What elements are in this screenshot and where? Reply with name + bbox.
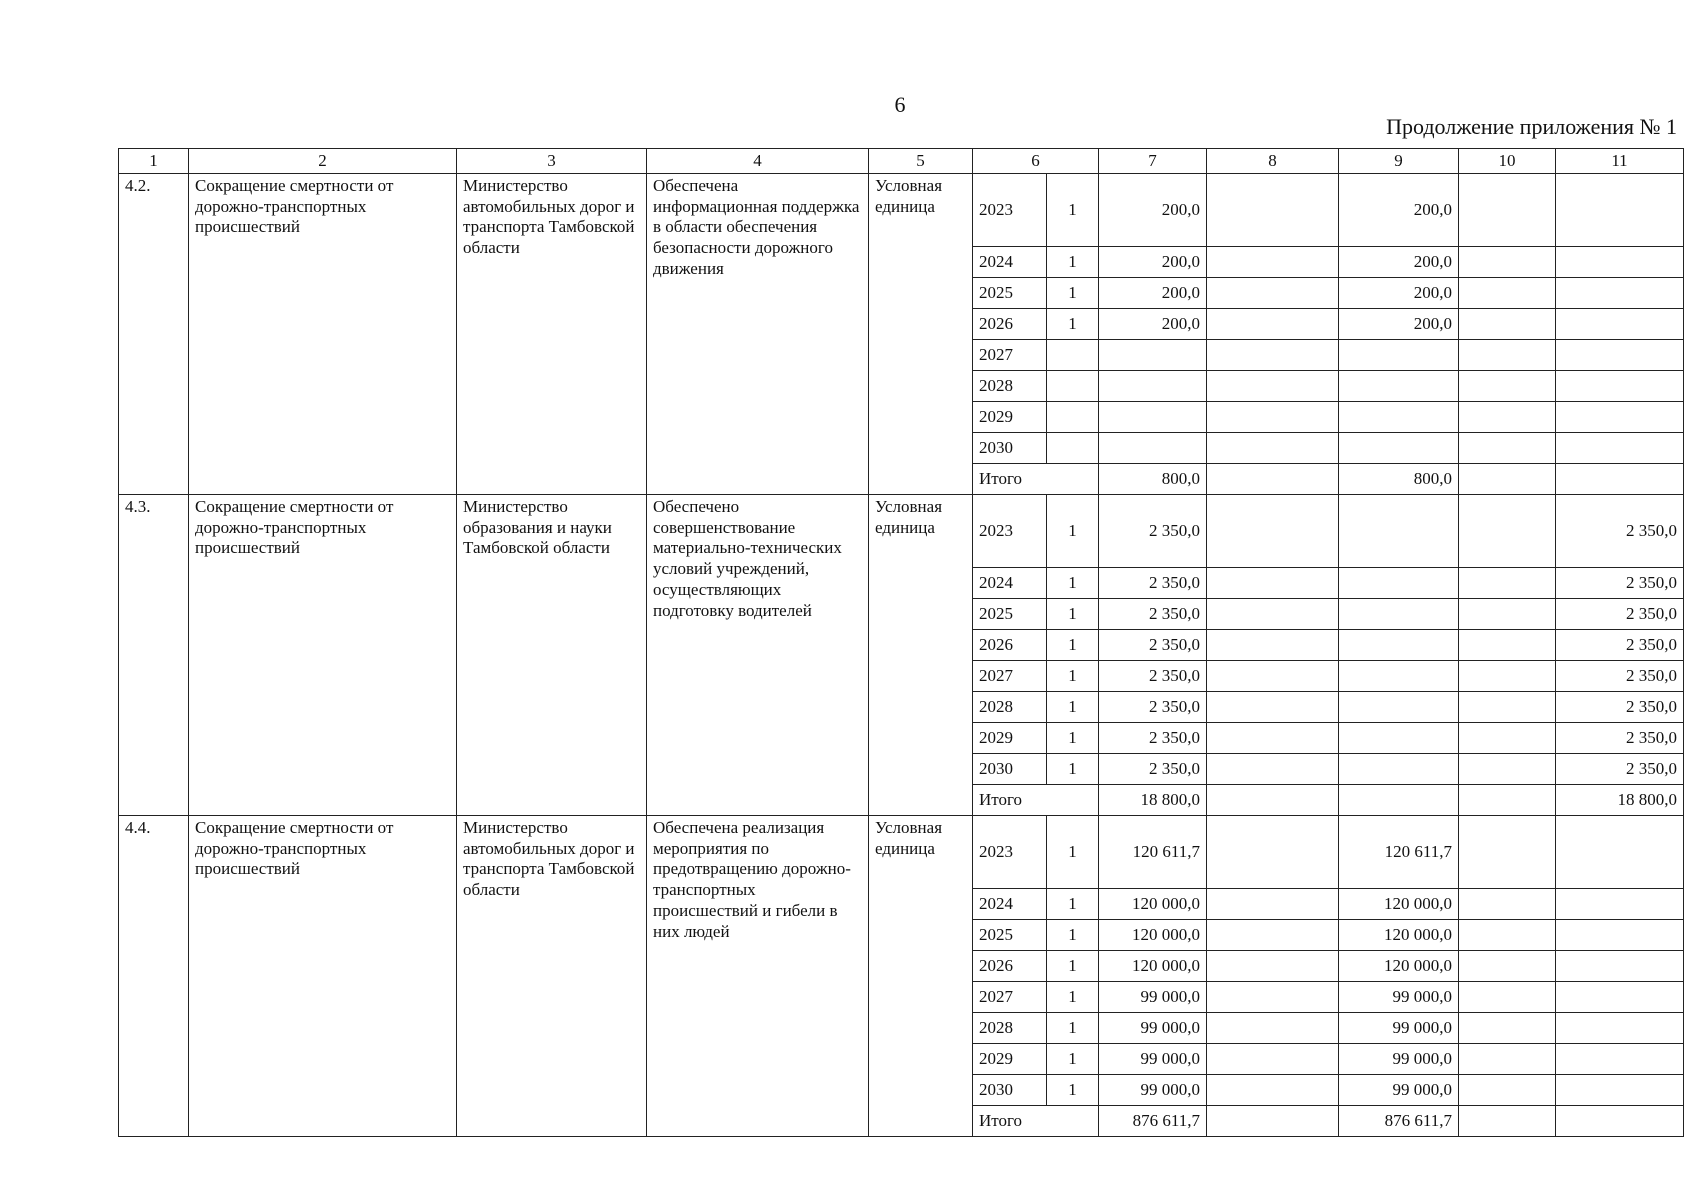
col11-cell (1556, 174, 1684, 247)
quantity-cell: 1 (1047, 1013, 1099, 1044)
col7-cell: 99 000,0 (1099, 1013, 1207, 1044)
unit-cell: Условная единица (869, 816, 973, 1137)
col10-cell (1459, 174, 1556, 247)
col11-cell: 2 350,0 (1556, 568, 1684, 599)
column-number: 10 (1459, 149, 1556, 174)
col11-cell (1556, 951, 1684, 982)
col10-cell (1459, 247, 1556, 278)
year-cell: 2023 (973, 174, 1047, 247)
col10-cell (1459, 816, 1556, 889)
col8-cell (1207, 982, 1339, 1013)
col11-cell: 2 350,0 (1556, 630, 1684, 661)
year-cell: 2024 (973, 247, 1047, 278)
col11-total (1556, 1106, 1684, 1137)
quantity-cell (1047, 433, 1099, 464)
col10-cell (1459, 433, 1556, 464)
col7-cell: 200,0 (1099, 309, 1207, 340)
col9-cell (1339, 599, 1459, 630)
col8-cell (1207, 889, 1339, 920)
year-cell: 2024 (973, 568, 1047, 599)
col10-cell (1459, 495, 1556, 568)
col7-cell: 200,0 (1099, 278, 1207, 309)
column-number: 8 (1207, 149, 1339, 174)
col11-cell (1556, 278, 1684, 309)
section-number: 4.4. (119, 816, 189, 1137)
col10-cell (1459, 1075, 1556, 1106)
agency-cell: Министерство автомобильных дорог и транспорта Тамбовской области (457, 816, 647, 1137)
year-cell: 2029 (973, 402, 1047, 433)
quantity-cell: 1 (1047, 982, 1099, 1013)
col11-cell (1556, 433, 1684, 464)
col8-cell (1207, 495, 1339, 568)
table-row (119, 816, 1684, 889)
col8-cell (1207, 247, 1339, 278)
col11-cell (1556, 309, 1684, 340)
col8-cell (1207, 920, 1339, 951)
col7-cell: 2 350,0 (1099, 661, 1207, 692)
col8-cell (1207, 1013, 1339, 1044)
quantity-cell: 1 (1047, 599, 1099, 630)
quantity-cell: 1 (1047, 568, 1099, 599)
col7-cell: 2 350,0 (1099, 599, 1207, 630)
col10-cell (1459, 568, 1556, 599)
page-number: 6 (894, 92, 906, 117)
col10-cell (1459, 1044, 1556, 1075)
col11-total (1556, 464, 1684, 495)
col8-cell (1207, 402, 1339, 433)
year-cell: 2024 (973, 889, 1047, 920)
quantity-cell: 1 (1047, 661, 1099, 692)
col7-cell: 200,0 (1099, 174, 1207, 247)
col10-cell (1459, 309, 1556, 340)
col10-cell (1459, 599, 1556, 630)
year-cell: 2026 (973, 630, 1047, 661)
col7-cell: 200,0 (1099, 247, 1207, 278)
year-cell: 2029 (973, 723, 1047, 754)
col10-cell (1459, 692, 1556, 723)
col9-cell: 120 000,0 (1339, 889, 1459, 920)
col8-cell (1207, 371, 1339, 402)
col10-cell (1459, 754, 1556, 785)
col8-cell (1207, 309, 1339, 340)
col10-cell (1459, 371, 1556, 402)
column-number: 11 (1556, 149, 1684, 174)
col9-cell (1339, 692, 1459, 723)
result-cell: Обеспечена реализация мероприятия по предотвращению дорожно-транспортных происшествий и гибели в них людей (647, 816, 869, 1137)
col9-cell: 120 000,0 (1339, 920, 1459, 951)
col10-cell (1459, 278, 1556, 309)
col9-cell (1339, 495, 1459, 568)
col9-cell: 200,0 (1339, 309, 1459, 340)
table-row (119, 174, 1684, 247)
total-label: Итого (973, 785, 1099, 816)
year-cell: 2025 (973, 920, 1047, 951)
column-number: 3 (457, 149, 647, 174)
unit-cell: Условная единица (869, 495, 973, 816)
column-number: 4 (647, 149, 869, 174)
col9-total: 800,0 (1339, 464, 1459, 495)
col11-cell: 2 350,0 (1556, 754, 1684, 785)
quantity-cell: 1 (1047, 920, 1099, 951)
quantity-cell: 1 (1047, 495, 1099, 568)
year-cell: 2023 (973, 816, 1047, 889)
col11-cell (1556, 340, 1684, 371)
quantity-cell: 1 (1047, 278, 1099, 309)
col11-cell: 2 350,0 (1556, 495, 1684, 568)
quantity-cell (1047, 340, 1099, 371)
col8-cell (1207, 723, 1339, 754)
col10-total (1459, 785, 1556, 816)
col8-cell (1207, 599, 1339, 630)
goal-cell: Сокращение смертности от дорожно-транспортных происшествий (189, 174, 457, 495)
col8-cell (1207, 816, 1339, 889)
col8-cell (1207, 630, 1339, 661)
col8-cell (1207, 1044, 1339, 1075)
section-number: 4.3. (119, 495, 189, 816)
agency-cell: Министерство образования и науки Тамбовской области (457, 495, 647, 816)
total-label: Итого (973, 464, 1099, 495)
col9-cell: 120 000,0 (1339, 951, 1459, 982)
col11-cell: 2 350,0 (1556, 692, 1684, 723)
col8-cell (1207, 568, 1339, 599)
col9-cell: 120 611,7 (1339, 816, 1459, 889)
col11-cell: 2 350,0 (1556, 661, 1684, 692)
col8-cell (1207, 661, 1339, 692)
col11-cell (1556, 1075, 1684, 1106)
col8-total (1207, 464, 1339, 495)
year-cell: 2030 (973, 433, 1047, 464)
col11-cell (1556, 920, 1684, 951)
year-cell: 2027 (973, 661, 1047, 692)
col9-cell: 200,0 (1339, 247, 1459, 278)
col11-cell: 2 350,0 (1556, 723, 1684, 754)
total-label: Итого (973, 1106, 1099, 1137)
col11-cell (1556, 1013, 1684, 1044)
col9-cell (1339, 630, 1459, 661)
col9-cell (1339, 568, 1459, 599)
year-cell: 2030 (973, 754, 1047, 785)
col9-cell: 99 000,0 (1339, 982, 1459, 1013)
column-number: 2 (189, 149, 457, 174)
col10-cell (1459, 402, 1556, 433)
year-cell: 2030 (973, 1075, 1047, 1106)
col7-cell (1099, 371, 1207, 402)
quantity-cell: 1 (1047, 754, 1099, 785)
col10-total (1459, 464, 1556, 495)
quantity-cell: 1 (1047, 951, 1099, 982)
col10-cell (1459, 630, 1556, 661)
column-number: 6 (973, 149, 1099, 174)
col8-total (1207, 785, 1339, 816)
section-number: 4.2. (119, 174, 189, 495)
col11-total: 18 800,0 (1556, 785, 1684, 816)
col11-cell (1556, 247, 1684, 278)
col7-cell (1099, 340, 1207, 371)
col7-cell: 99 000,0 (1099, 982, 1207, 1013)
year-cell: 2028 (973, 692, 1047, 723)
column-number: 5 (869, 149, 973, 174)
col11-cell (1556, 816, 1684, 889)
quantity-cell: 1 (1047, 816, 1099, 889)
col10-cell (1459, 982, 1556, 1013)
col9-cell (1339, 661, 1459, 692)
col9-cell (1339, 340, 1459, 371)
col10-cell (1459, 951, 1556, 982)
col7-total: 800,0 (1099, 464, 1207, 495)
table-body (119, 174, 1684, 1137)
col7-cell (1099, 433, 1207, 464)
col7-cell: 2 350,0 (1099, 723, 1207, 754)
col8-cell (1207, 278, 1339, 309)
year-cell: 2028 (973, 371, 1047, 402)
column-number: 9 (1339, 149, 1459, 174)
quantity-cell: 1 (1047, 309, 1099, 340)
col7-cell: 99 000,0 (1099, 1075, 1207, 1106)
unit-cell: Условная единица (869, 174, 973, 495)
quantity-cell: 1 (1047, 630, 1099, 661)
col8-cell (1207, 951, 1339, 982)
col9-cell: 99 000,0 (1339, 1044, 1459, 1075)
continuation-label: Продолжение приложения № 1 (1386, 114, 1677, 139)
col11-cell: 2 350,0 (1556, 599, 1684, 630)
col9-cell: 200,0 (1339, 278, 1459, 309)
col7-cell: 2 350,0 (1099, 692, 1207, 723)
quantity-cell: 1 (1047, 889, 1099, 920)
year-cell: 2025 (973, 278, 1047, 309)
col7-cell (1099, 402, 1207, 433)
col7-cell: 120 000,0 (1099, 889, 1207, 920)
col9-cell (1339, 754, 1459, 785)
col11-cell (1556, 1044, 1684, 1075)
col9-cell (1339, 371, 1459, 402)
col7-cell: 120 000,0 (1099, 951, 1207, 982)
year-cell: 2026 (973, 951, 1047, 982)
appendix-table (118, 148, 1684, 1137)
col8-cell (1207, 433, 1339, 464)
col11-cell (1556, 982, 1684, 1013)
agency-cell: Министерство автомобильных дорог и транспорта Тамбовской области (457, 174, 647, 495)
col7-cell: 99 000,0 (1099, 1044, 1207, 1075)
col10-cell (1459, 920, 1556, 951)
quantity-cell: 1 (1047, 174, 1099, 247)
quantity-cell (1047, 371, 1099, 402)
quantity-cell: 1 (1047, 692, 1099, 723)
col7-cell: 2 350,0 (1099, 630, 1207, 661)
col8-cell (1207, 174, 1339, 247)
col11-cell (1556, 889, 1684, 920)
col9-cell: 99 000,0 (1339, 1075, 1459, 1106)
col8-cell (1207, 1075, 1339, 1106)
quantity-cell: 1 (1047, 723, 1099, 754)
col9-total: 876 611,7 (1339, 1106, 1459, 1137)
col7-total: 18 800,0 (1099, 785, 1207, 816)
quantity-cell (1047, 402, 1099, 433)
col8-cell (1207, 692, 1339, 723)
goal-cell: Сокращение смертности от дорожно-транспортных происшествий (189, 495, 457, 816)
col10-cell (1459, 889, 1556, 920)
year-cell: 2025 (973, 599, 1047, 630)
year-cell: 2023 (973, 495, 1047, 568)
col10-total (1459, 1106, 1556, 1137)
col7-total: 876 611,7 (1099, 1106, 1207, 1137)
result-cell: Обеспечена информационная поддержка в области обеспечения безопасности дорожного движения (647, 174, 869, 495)
col9-total (1339, 785, 1459, 816)
col7-cell: 2 350,0 (1099, 754, 1207, 785)
result-cell: Обеспечено совершенствование материально-технических условий учреждений, осуществляющих подготовку водителей (647, 495, 869, 816)
column-number: 7 (1099, 149, 1207, 174)
col10-cell (1459, 661, 1556, 692)
col8-total (1207, 1106, 1339, 1137)
col7-cell: 2 350,0 (1099, 568, 1207, 599)
col10-cell (1459, 340, 1556, 371)
column-number: 1 (119, 149, 189, 174)
col7-cell: 120 611,7 (1099, 816, 1207, 889)
col10-cell (1459, 1013, 1556, 1044)
col8-cell (1207, 340, 1339, 371)
col7-cell: 120 000,0 (1099, 920, 1207, 951)
quantity-cell: 1 (1047, 1075, 1099, 1106)
year-cell: 2029 (973, 1044, 1047, 1075)
col11-cell (1556, 402, 1684, 433)
year-cell: 2028 (973, 1013, 1047, 1044)
quantity-cell: 1 (1047, 1044, 1099, 1075)
col8-cell (1207, 754, 1339, 785)
col11-cell (1556, 371, 1684, 402)
year-cell: 2026 (973, 309, 1047, 340)
year-cell: 2027 (973, 340, 1047, 371)
year-cell: 2027 (973, 982, 1047, 1013)
quantity-cell: 1 (1047, 247, 1099, 278)
column-number-row (119, 149, 1684, 174)
col9-cell: 200,0 (1339, 174, 1459, 247)
col9-cell (1339, 723, 1459, 754)
col9-cell (1339, 433, 1459, 464)
col9-cell: 99 000,0 (1339, 1013, 1459, 1044)
goal-cell: Сокращение смертности от дорожно-транспортных происшествий (189, 816, 457, 1137)
col10-cell (1459, 723, 1556, 754)
table-row (119, 495, 1684, 568)
col7-cell: 2 350,0 (1099, 495, 1207, 568)
col9-cell (1339, 402, 1459, 433)
